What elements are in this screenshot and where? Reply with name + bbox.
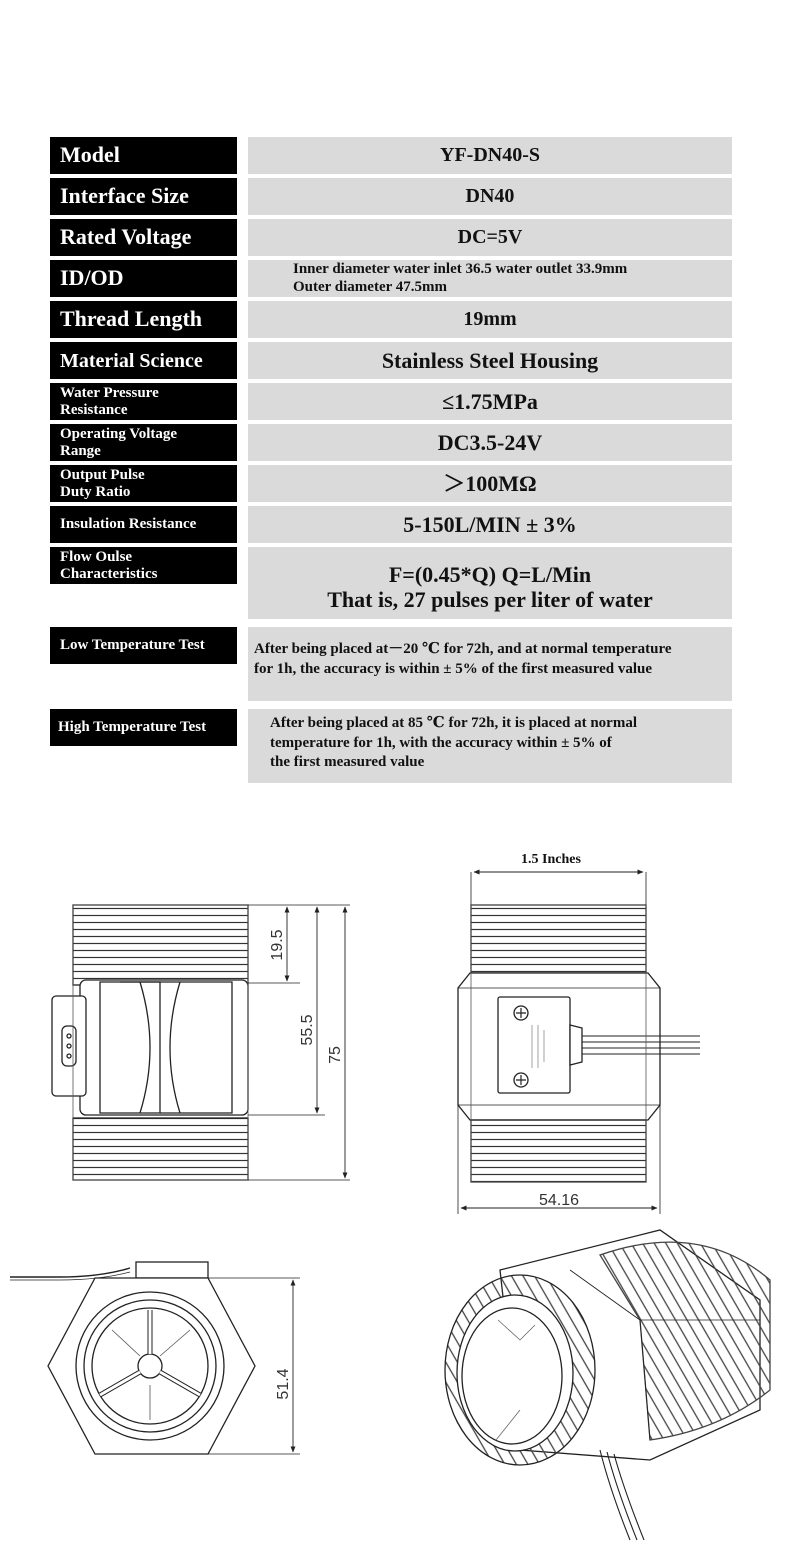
spec-row-thread-length <box>0 301 790 338</box>
end-view-drawing <box>10 1262 300 1454</box>
spec-row-interface-size <box>0 178 790 215</box>
side-top-thread <box>73 905 248 985</box>
spec-row-high-temp <box>0 709 790 783</box>
isometric-view-drawing <box>445 1230 770 1540</box>
spec-label-line: Resistance <box>60 401 128 418</box>
end-sensor-housing <box>136 1262 208 1278</box>
front-view-drawing <box>458 852 700 1214</box>
spec-row-flow-pulse <box>0 547 790 619</box>
front-bottom-thread <box>471 1120 646 1182</box>
spec-row-operating-voltage <box>0 424 790 461</box>
spec-value: YF-DN40-S <box>248 137 732 174</box>
dim-width-label: 1.5 Inches <box>521 852 581 867</box>
spec-value: DN40 <box>248 178 732 215</box>
spec-label: Thread Length <box>50 301 237 338</box>
spec-value-line: After being placed at 85 ℃ for 72h, it is placed at normal <box>270 715 637 731</box>
side-body <box>80 980 248 1115</box>
spec-label <box>50 424 237 461</box>
spec-value: ＞100MΩ <box>248 465 732 502</box>
spec-label-line: Operating Voltage <box>60 426 178 442</box>
spec-label-line: Characteristics <box>60 565 158 582</box>
spec-row-material <box>0 342 790 379</box>
side-view-drawing <box>52 905 350 1180</box>
spec-value: DC=5V <box>248 219 732 256</box>
dim-length-label: 75 <box>327 1046 344 1064</box>
spec-row-output-pulse <box>0 465 790 502</box>
dim-thread-label: 19.5 <box>269 929 286 961</box>
dim-end-label: 51.4 <box>275 1368 292 1400</box>
spec-row-insulation <box>0 506 790 543</box>
spec-label: ID/OD <box>50 260 237 297</box>
technical-drawings <box>0 800 790 1561</box>
spec-value: DC3.5-24V <box>248 424 732 461</box>
spec-value-line: the first measured value <box>270 754 425 770</box>
spec-value: 19mm <box>248 301 732 338</box>
spec-label <box>50 547 237 584</box>
spec-label: Model <box>50 137 237 174</box>
spec-value: Stainless Steel Housing <box>248 342 732 379</box>
spec-label: Rated Voltage <box>50 219 237 256</box>
spec-value: 5-150L/MIN ± 3% <box>248 506 732 543</box>
spec-label: Low Temperature Test <box>50 627 237 664</box>
spec-label <box>50 465 237 502</box>
spec-value-line: Inner diameter water inlet 36.5 water outlet 33.9mm <box>293 261 628 278</box>
spec-row-id-od <box>0 260 790 297</box>
dim-hex-label: 55.5 <box>299 1014 316 1046</box>
side-connector-port <box>62 1026 76 1066</box>
spec-label-line: Range <box>60 442 101 459</box>
spec-row-model <box>0 137 790 174</box>
spec-value-line: Outer diameter 47.5mm <box>293 278 447 295</box>
spec-label <box>50 383 237 420</box>
spec-label-line: Water Pressure <box>60 385 159 401</box>
spec-label: High Temperature Test <box>50 709 237 746</box>
spec-row-water-pressure <box>0 383 790 420</box>
spec-label-line: Flow Oulse <box>60 549 133 565</box>
spec-label: Interface Size <box>50 178 237 215</box>
spec-row-rated-voltage <box>0 219 790 256</box>
spec-value-line: F=(0.45*Q) Q=L/Min <box>388 561 592 587</box>
front-sensor-plate <box>498 997 570 1093</box>
spec-value: ≤1.75MPa <box>248 383 732 420</box>
iso-wires <box>600 1450 644 1540</box>
spec-label-line: Duty Ratio <box>60 483 131 500</box>
front-top-thread <box>471 905 646 973</box>
spec-value-line: temperature for 1h, with the accuracy within ± 5% of <box>270 734 612 751</box>
spec-value <box>248 260 732 297</box>
spec-value-line: After being placed at－20 ℃ for 72h, and at normal temperature <box>254 641 672 657</box>
spec-row-low-temp <box>0 627 790 701</box>
side-bottom-thread <box>73 1118 248 1180</box>
spec-label: Material Science <box>50 342 237 379</box>
front-cable-gland <box>570 1025 582 1065</box>
spec-label: Insulation Resistance <box>50 506 237 543</box>
dim-body-label: 54.16 <box>538 1192 580 1209</box>
spec-value <box>248 627 732 701</box>
spec-label-line: Output Pulse <box>60 467 145 483</box>
spec-value-line: for 1h, the accuracy is within ± 5% of the first measured value <box>254 660 653 677</box>
spec-value-line: That is, 27 pulses per liter of water <box>327 587 653 612</box>
spec-value <box>248 709 732 783</box>
iso-bore <box>462 1308 562 1444</box>
spec-value <box>248 547 732 619</box>
